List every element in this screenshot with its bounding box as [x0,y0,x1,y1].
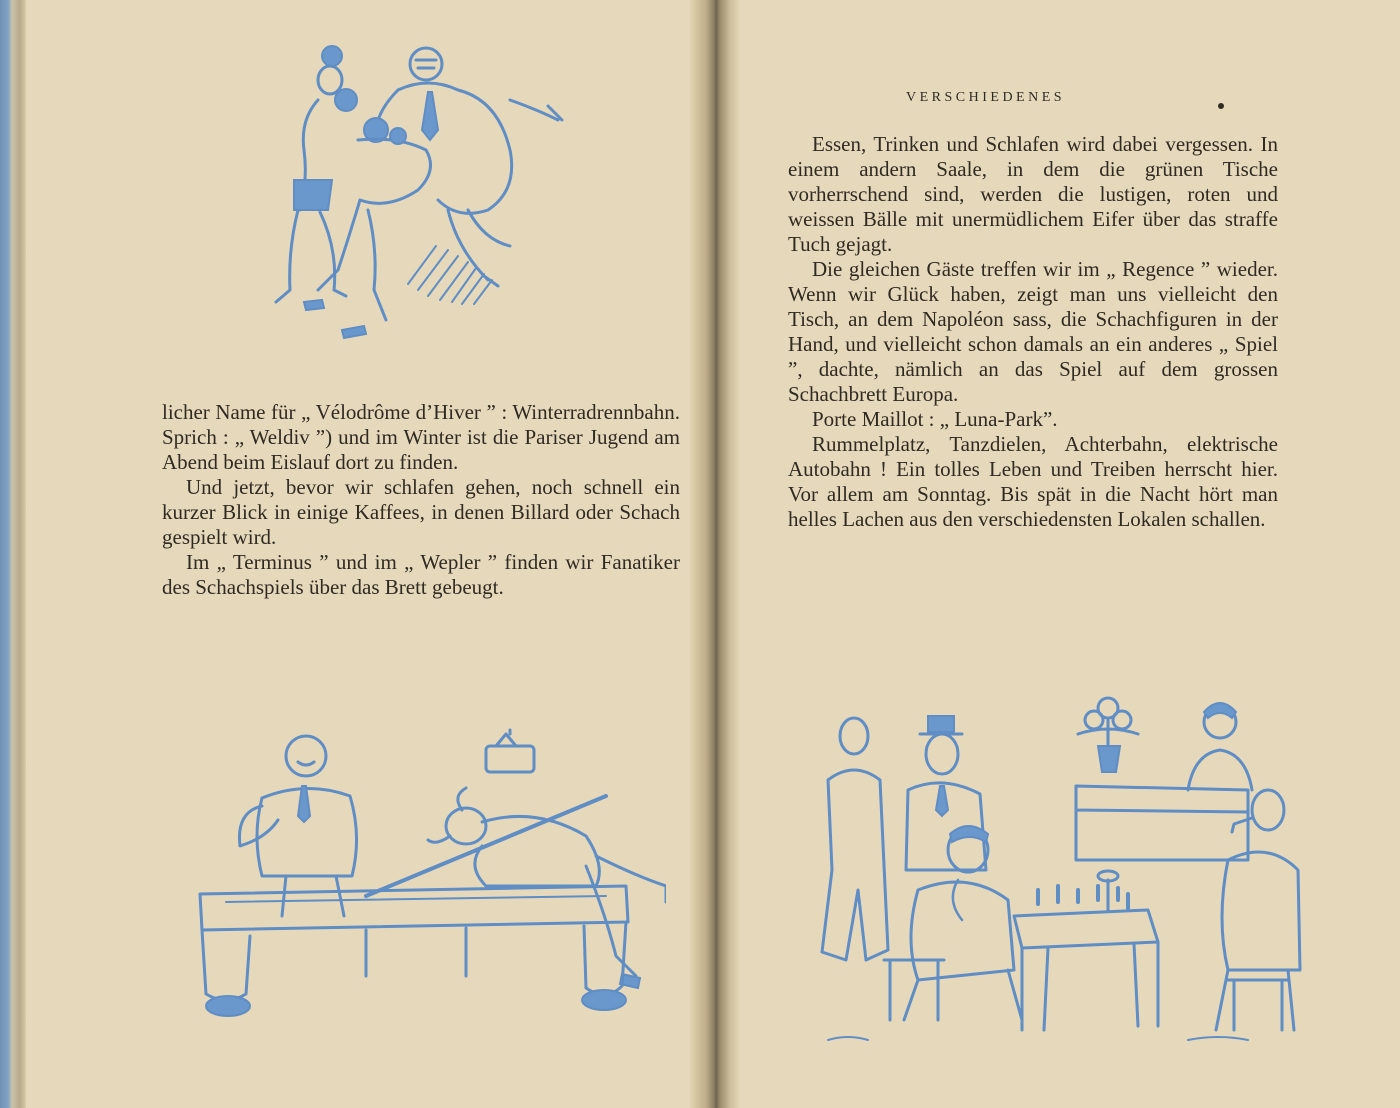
ornament-dot [1218,103,1224,109]
billiards-illustration [166,726,666,1026]
left-paragraph-2: Und jetzt, bevor wir schlafen gehen, noch schnell ein kurzer Blick in einige Kaffees, in denen Billard oder Schach gespielt wird. [162,475,680,549]
book-left-edge [0,0,26,1108]
right-paragraph-2: Die gleichen Gäste treffen wir im „ Regence ” wieder. Wenn wir Glück haben, zeigt man uns vielleicht den Tisch, an dem Napoléon sass, die Schachfiguren in der Hand, und vielleicht schon damals an ein anderes „ Spiel ”, dachte, nämlich an das Spiel auf dem grossen Schachbrett Europa. [788,257,1278,406]
right-paragraph-4: Rummelplatz, Tanzdielen, Achterbahn, elektrische Autobahn ! Ein tolles Leben und Treiben herrscht hier. Vor allem am Sonntag. Bis spät in die Nacht hört man helles Lachen aus den verschiedensten Lokalen schallen. [788,432,1278,531]
left-paragraph-1: licher Name für „ Vélodrôme d’Hiver ” : Winterradrennbahn. Sprich : „ Weldiv ”) und im Winter ist die Pariser Jugend am Abend beim Eislauf dort zu finden. [162,400,680,474]
left-page-text [162,400,680,600]
running-head: VERSCHIEDENES [906,90,1066,105]
left-paragraph-3: Im „ Terminus ” und im „ Wepler ” finden wir Fanatiker des Schachspiels über das Brett gebeugt. [162,550,680,599]
book-gutter [690,0,740,1108]
right-page [740,0,1400,1108]
boxing-illustration [248,40,578,350]
right-paragraph-1: Essen, Trinken und Schlafen wird dabei vergessen. In einem andern Saale, in dem die grünen Tische vorherrschend sind, werden die lustigen, roten und weissen Bälle mit unermüdlichem Eifer über das straffe Tuch gejagt. [788,132,1278,256]
right-paragraph-3: Porte Maillot : „ Luna-Park”. [812,407,1058,431]
right-page-text [788,132,1278,532]
chess-cafe-illustration [808,690,1308,1060]
left-page [26,0,690,1108]
